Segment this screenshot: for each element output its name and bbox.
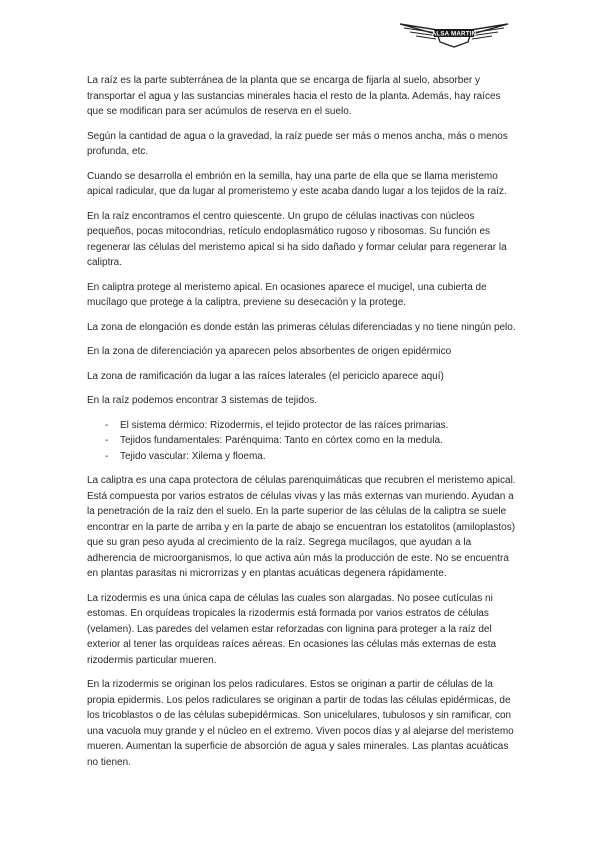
- winged-logo-icon: [398, 20, 510, 48]
- logo-text: ALSA MARTIN: [431, 30, 477, 38]
- paragraph: En la rizodermis se originan los pelos radiculares. Estos se originan a partir de células de la propia epidermis. Los pelos radiculares se originan a partir de todas las células epidérmicas, de los tricoblastos o de las células subepidérmicas. Son unicelulares, tubulosos y sin ramificar, con una vacuola muy grande y el núcleo en el extremo. Viven pocos días y al alejarse del meristemo mueren. Aumentan la superficie de absorción de agua y sales minerales. Las plantas acuáticas no tienen.: [87, 679, 514, 768]
- paragraph: En caliptra protege al meristemo apical. En ocasiones aparece el mucigel, una cubierta de mucílago que protege a la caliptra, previene su desecación y la protege.: [87, 281, 487, 308]
- paragraph: Según la cantidad de agua o la gravedad, la raíz puede ser más o menos ancha, más o menos profunda, etc.: [87, 130, 508, 157]
- paragraph: La rizodermis es una única capa de células las cuales son alargadas. No posee cutículas ni estomas. En orquídeas tropicales la rizodermis está formada por varios estratos de células (velamen). Las paredes del velamen estar reforzadas con lignina para proteger a la raíz del exterior al tener las orquídeas raíces aéreas. En ocasiones las células más externas de esta rizodermis particular mueren.: [87, 592, 497, 666]
- paragraph: En la zona de diferenciación ya aparecen pelos absorbentes de origen epidérmico: [87, 346, 452, 357]
- list-item: - Tejidos fundamentales: Parénquima: Tanto en córtex como en la medula.: [105, 433, 517, 449]
- paragraph: La zona de ramificación da lugar a las raíces laterales (el periciclo aparece aquí): [87, 370, 444, 382]
- paragraph: Cuando se desarrolla el embrión en la semilla, hay una parte de ella que se llama meristemo apical radicular, que da lugar al promeristemo y este acaba dando lugar a los tejidos de la raíz.: [87, 170, 507, 197]
- list-item: - Tejido vascular: Xilema y floema.: [105, 449, 517, 465]
- paragraph: La zona de elongación es donde están las primeras células diferenciadas y no tiene ningún pelo.: [87, 321, 516, 333]
- document-body: [87, 73, 517, 779]
- paragraph: En la raíz podemos encontrar 3 sistemas de tejidos.: [87, 395, 318, 406]
- paragraph: La caliptra es una capa protectora de células parenquimáticas que recubren el meristemo apical. Está compuesta por varios estratos de células vivas y las más externas van muriendo. Ayudan a la penetración de la raíz den el suelo. En la parte superior de las células de la caliptra se suele encontrar en la parte de arriba y en la parte de abajo se encuentran los estatolitos (amiloplastos) que su gran peso ayuda al crecimiento de la raíz. Segrega mucílagos, que ayudan a la adherencia de microorganismos, lo que activa aún más la producción de este. No se encuentra en plantas parasitas ni microrrizas y en plantas acuáticas degenera rápidamente.: [87, 475, 516, 579]
- list-item: - El sistema dérmico: Rizodermis, el tejido protector de las raíces primarias.: [105, 418, 517, 434]
- brand-logo: [398, 20, 510, 48]
- tissue-systems-list: [87, 418, 517, 465]
- paragraph: La raíz es la parte subterránea de la planta que se encarga de fijarla al suelo, absorber y transportar el agua y las sustancias minerales hacia el resto de la planta. Además, hay raíces que se modifican para ser acúmulos de reserva en el suelo.: [87, 75, 501, 117]
- paragraph: En la raíz encontramos el centro quiescente. Un grupo de células inactivas con núcleos pequeños, pocas mitocondrias, retículo endoplasmático rugoso y ribosomas. Su función es regenerar las células del meristemo apical si ha sido dañado y formar celular para regenerar la caliptra.: [87, 210, 507, 268]
